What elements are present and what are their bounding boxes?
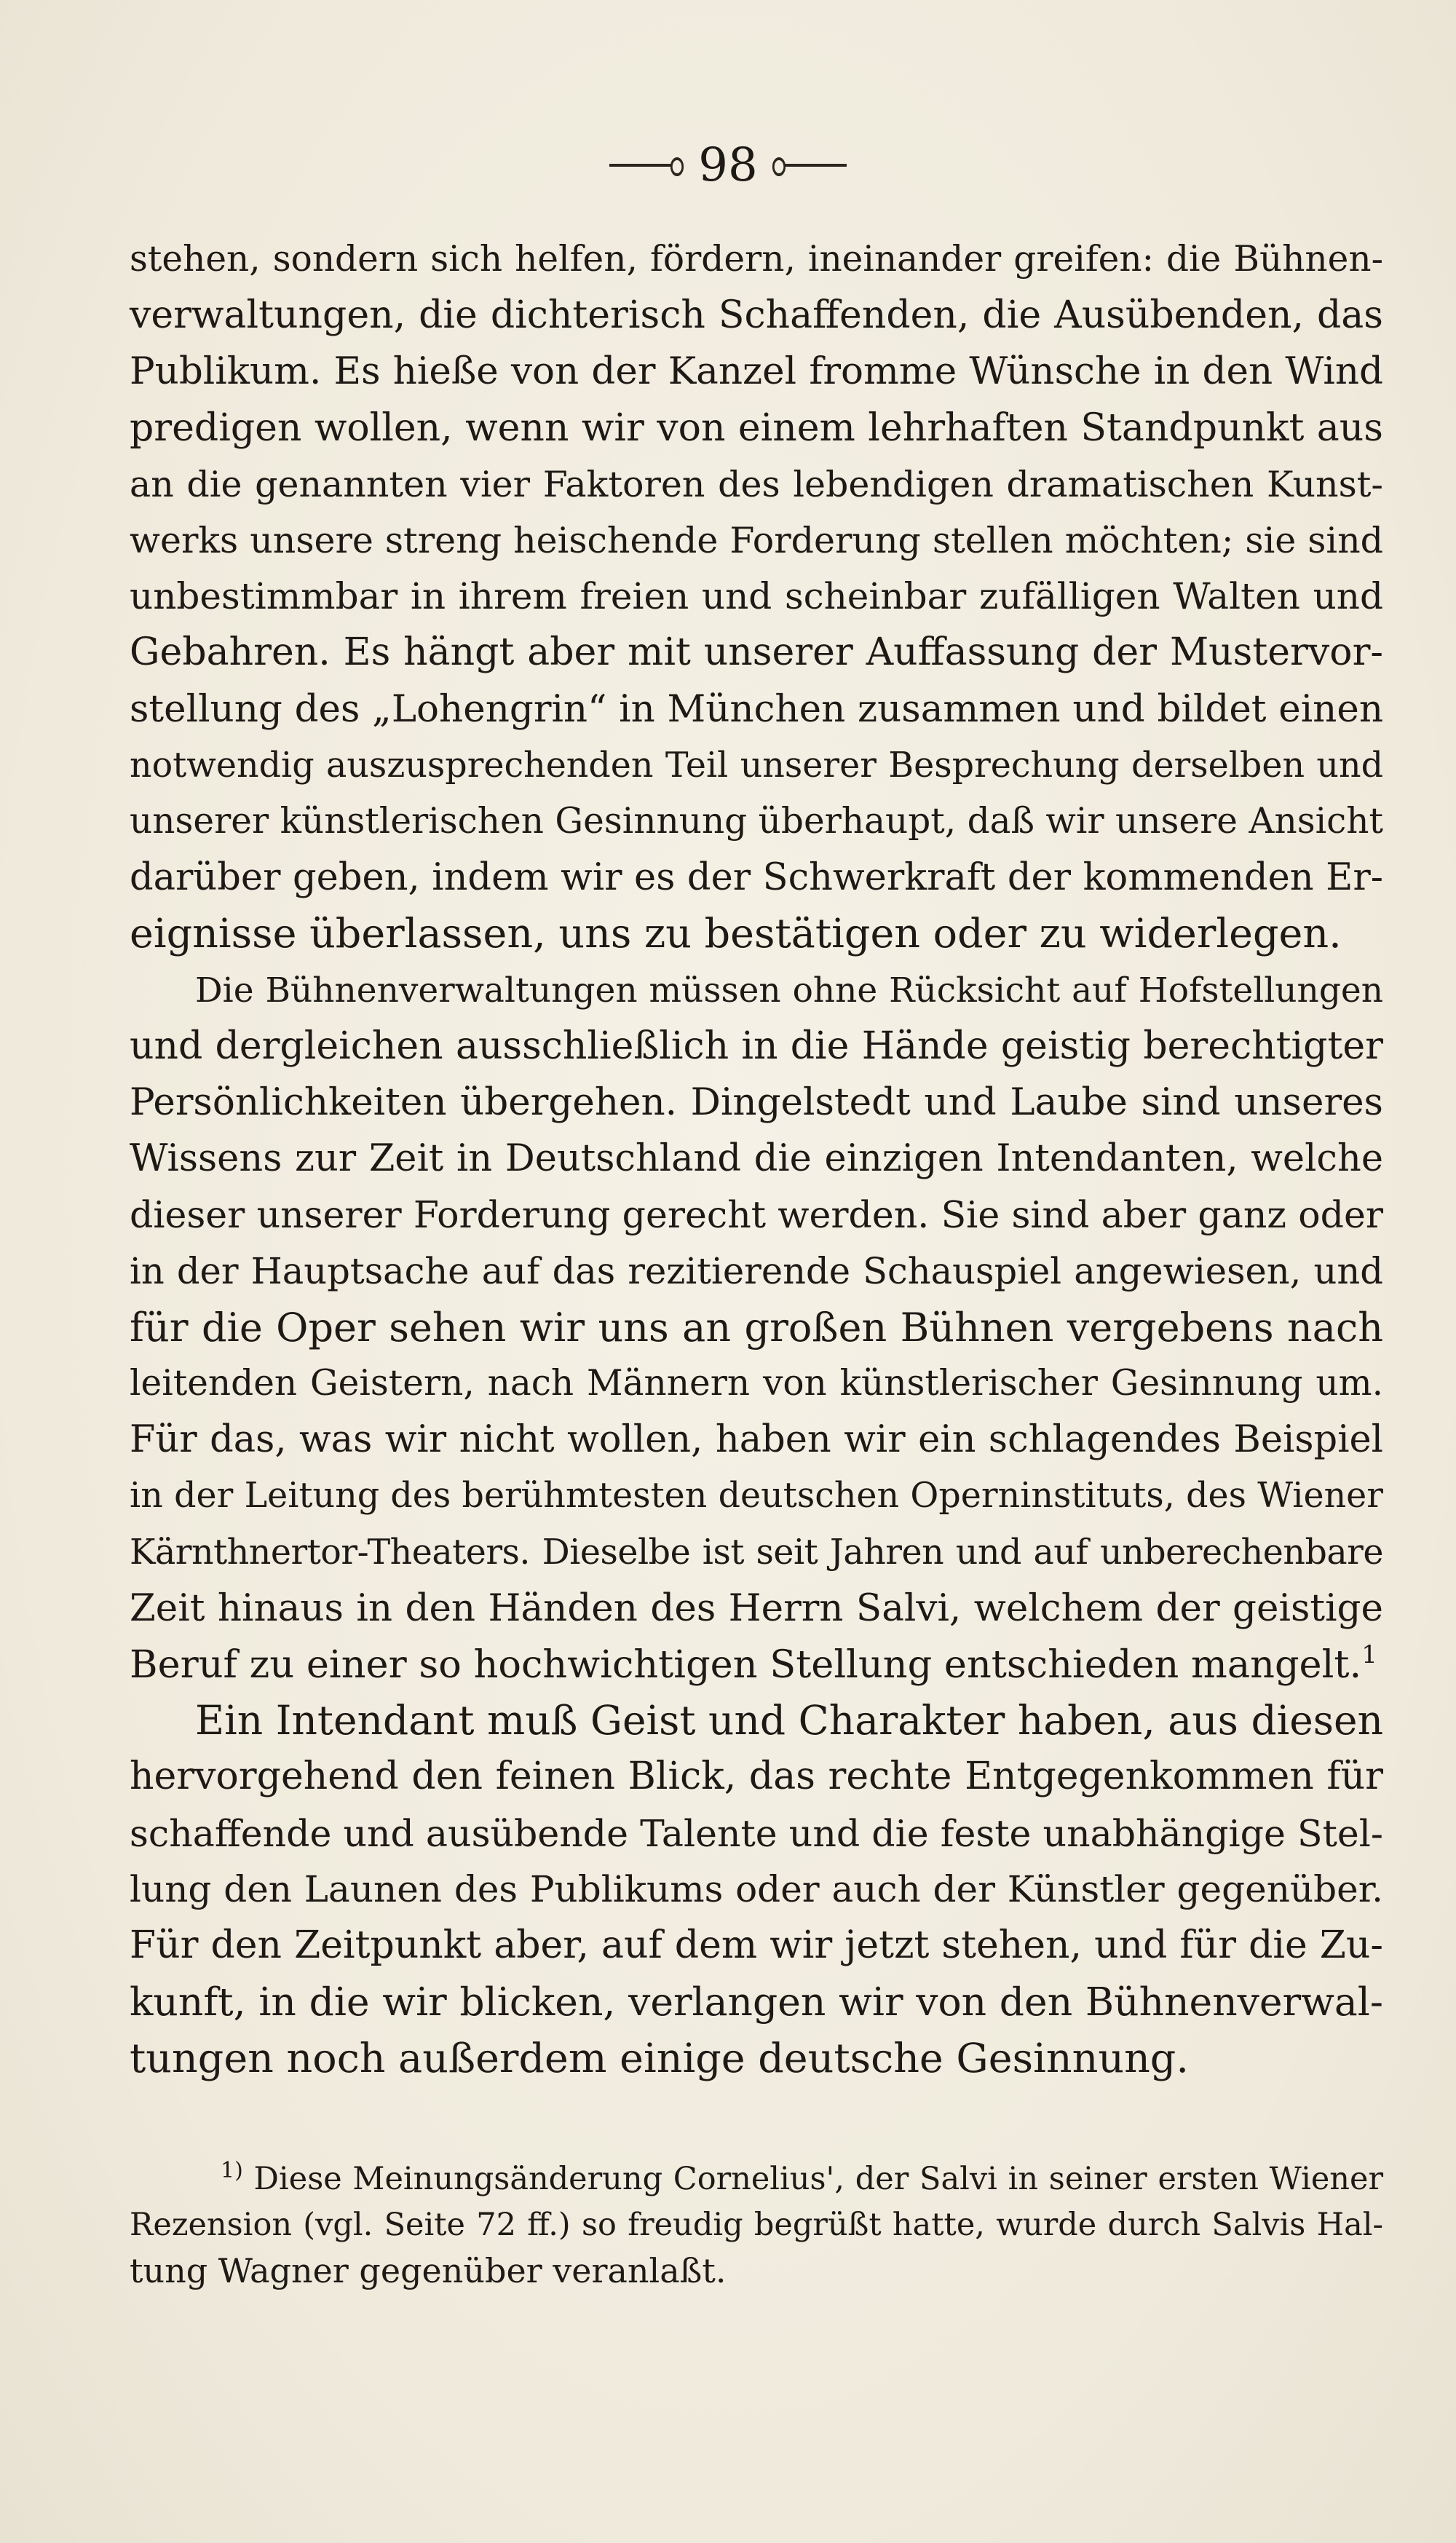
footnote-marker: 1): [221, 2158, 243, 2183]
text-line: werks unsere streng heischende Forderung stellen möchten; sie sind: [130, 520, 1383, 562]
text-line: verwaltungen, die dichterisch Schaffenden, die Ausübenden, das: [130, 293, 1383, 338]
footnote: [130, 2156, 1383, 2294]
footnote-reference[interactable]: 1: [1361, 1640, 1377, 1670]
text-line: für die Oper sehen wir uns an großen Bühnen vergebens nach: [130, 1304, 1383, 1350]
text-line: darüber geben, indem wir es der Schwerkraft der kommenden Er-: [130, 856, 1383, 900]
left-ornament-icon: [609, 164, 682, 167]
text-line: unbestimmbar in ihrem freien und scheinbar zufälligen Walten und: [130, 575, 1383, 618]
text-line: Wissens zur Zeit in Deutschland die einzigen Intendanten, welche: [130, 1137, 1383, 1181]
text-line: Kärnthnertor-Theaters. Dieselbe ist seit Jahren und auf unberechenbare: [130, 1532, 1383, 1573]
text-line: [130, 1637, 1383, 1693]
text-line: Für den Zeitpunkt aber, auf dem wir jetzt stehen, und für die Zu-: [130, 1923, 1383, 1968]
text-line: tungen noch außerdem einige deutsche Gesinnung.: [130, 2034, 1189, 2082]
paragraph-1: [130, 232, 1383, 962]
page-number: 98: [698, 138, 758, 192]
text-line: lung den Launen des Publikums oder auch der Künstler gegenüber.: [130, 1867, 1383, 1910]
text-line: dieser unserer Forderung gerecht werden. Sie sind aber ganz oder: [130, 1193, 1383, 1237]
text-line: in der Leitung des berühmtesten deutschen Operninstituts, des Wiener: [130, 1476, 1383, 1516]
text-line: Publikum. Es hieße von der Kanzel fromme Wünsche in den Wind: [130, 349, 1383, 394]
main-text: [130, 232, 1383, 2087]
text-line: Persönlichkeiten übergehen. Dingelstedt und Laube sind unseres: [130, 1080, 1383, 1125]
text-line: an die genannten vier Faktoren des lebendigen dramatischen Kunst-: [130, 463, 1383, 505]
footnote-line: tung Wagner gegenüber veranlaßt.: [130, 2251, 727, 2290]
paragraph-2: [130, 962, 1383, 1693]
right-ornament-icon: [774, 164, 847, 167]
text-line: Ein Intendant muß Geist und Charakter haben, aus diesen: [195, 1697, 1383, 1744]
text-line: Gebahren. Es hängt aber mit unserer Auffassung der Mustervor-: [130, 630, 1383, 675]
text-line: kunft, in die wir blicken, verlangen wir von den Bühnenverwal-: [130, 1979, 1383, 2025]
text-line: predigen wollen, wenn wir von einem lehrhaften Standpunkt aus: [130, 406, 1383, 450]
text-line: unserer künstlerischen Gesinnung überhaupt, daß wir unsere Ansicht: [130, 801, 1383, 842]
text-line: eignisse überlassen, uns zu bestätigen oder zu widerlegen.: [130, 910, 1342, 958]
text-line: und dergleichen ausschließlich in die Hände geistig berechtigter: [130, 1024, 1383, 1068]
text-line: notwendig auszusprechenden Teil unserer Besprechung derselben und: [130, 745, 1383, 786]
text-line: stehen, sondern sich helfen, fördern, ineinander greifen: die Bühnen-: [130, 239, 1383, 280]
text-line: Für das, was wir nicht wollen, haben wir ein schlagendes Beispiel: [130, 1418, 1383, 1462]
footnote-line: Rezension (vgl. Seite 72 ff.) so freudig begrüßt hatte, wurde durch Salvis Hal-: [130, 2207, 1383, 2243]
text-line: Die Bühnenverwaltungen müssen ohne Rücksicht auf Hofstellungen: [195, 970, 1383, 1011]
paragraph-3: [130, 1693, 1383, 2086]
text-line: hervorgehend den feinen Blick, das rechte Entgegenkommen für: [130, 1755, 1383, 1799]
text-line: schaffende und ausübende Talente und die feste unabhängige Stel-: [130, 1811, 1383, 1855]
page-header: [0, 138, 1456, 192]
footnote-text: Diese Meinungsänderung Cornelius', der Salvi in seiner ersten Wiener: [253, 2161, 1383, 2197]
text-line: leitenden Geistern, nach Männern von künstlerischer Gesinnung um.: [130, 1363, 1383, 1404]
footnote-line: [130, 2156, 1383, 2202]
text-line: in der Hauptsache auf das rezitierende Schauspiel angewiesen, und: [130, 1249, 1383, 1292]
text-line: stellung des „Lohengrin“ in München zusammen und bildet einen: [130, 687, 1383, 731]
text-line-content: Beruf zu einer so hochwichtigen Stellung entschieden mangelt.: [130, 1642, 1362, 1688]
text-line: Zeit hinaus in den Händen des Herrn Salvi, welchem der geistige: [130, 1586, 1383, 1630]
